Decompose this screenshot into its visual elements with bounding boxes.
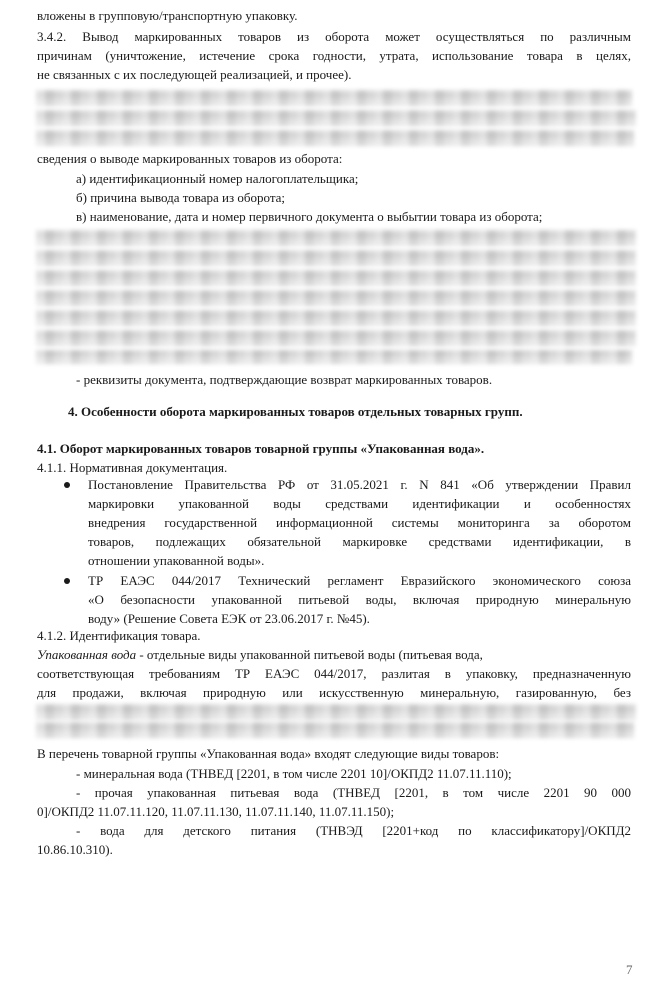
text-line: сведения о выводе маркированных товаров из оборота: <box>37 151 343 166</box>
text-line: вложены в групповую/транспортную упаковку. <box>37 8 298 23</box>
text-line: - прочая упакованная питьевая вода (ТНВЕД [2201, в том числе 2201 90 000 <box>76 785 631 800</box>
redacted-block <box>36 704 636 720</box>
text-line: для продажи, включая природную или искусственную минеральную, газированную, без <box>37 685 631 700</box>
defined-term: Упакованная вода <box>37 647 137 662</box>
text-line: внедрения государственной информационной системы мониторинга за оборотом <box>88 515 631 530</box>
text-line: товаров, подлежащих обязательной маркировке средствами идентификации, в <box>88 534 631 549</box>
redacted-block <box>36 330 636 346</box>
text-line: - минеральная вода (ТНВЕД [2201, в том числе 2201 10]/ОКПД2 11.07.11.110); <box>76 766 512 781</box>
text-line: 10.86.10.310). <box>37 842 113 857</box>
text-line: воду» (Решение Совета ЕЭК от 23.06.2017 г. №45). <box>88 611 370 626</box>
redacted-block <box>36 270 636 286</box>
text-line: 3.4.2. Вывод маркированных товаров из оборота может осуществляться по различным <box>37 29 631 44</box>
redacted-block <box>36 350 632 364</box>
text-line: ТР ЕАЭС 044/2017 Технический регламент Евразийского экономического союза <box>88 573 631 588</box>
section-heading: 4. Особенности оборота маркированных товаров отдельных товарных групп. <box>68 404 523 419</box>
text-line: а) идентификационный номер налогоплательщика; <box>76 171 359 186</box>
redacted-block <box>36 250 636 266</box>
redacted-block <box>36 110 636 126</box>
text-line: в) наименование, дата и номер первичного документа о выбытии товара из оборота; <box>76 209 543 224</box>
text-line: - реквизиты документа, подтверждающие возврат маркированных товаров. <box>76 372 493 387</box>
text-line: маркировки упакованной воды средствами идентификации и особенностях <box>88 496 631 511</box>
redacted-block <box>36 130 634 146</box>
text-line: не связанных с их последующей реализацией, и прочее). <box>37 67 352 82</box>
text-line: В перечень товарной группы «Упакованная вода» входят следующие виды товаров: <box>37 746 500 761</box>
text-line: 4.1.1. Нормативная документация. <box>37 460 228 475</box>
text-span: - отдельные виды упакованной питьевой воды (питьевая вода, <box>136 647 483 662</box>
bullet-icon <box>64 578 70 584</box>
page-number: 7 <box>626 962 633 977</box>
subsection-heading: 4.1. Оборот маркированных товаров товарной группы «Упакованная вода». <box>37 441 485 456</box>
text-line: причинам (уничтожение, истечение срока годности, утрата, использование товара в целях, <box>37 48 631 63</box>
redacted-block <box>36 290 636 306</box>
text-line: - вода для детского питания (ТНВЭД [2201+код по классификатору]/ОКПД2 <box>76 823 631 838</box>
redacted-block <box>36 230 636 246</box>
redacted-block <box>36 90 632 106</box>
bullet-icon <box>64 482 70 488</box>
redacted-block <box>36 310 636 326</box>
text-line: б) причина вывода товара из оборота; <box>76 190 286 205</box>
text-line: 0]/ОКПД2 11.07.11.120, 11.07.11.130, 11.07.11.140, 11.07.11.150); <box>37 804 395 819</box>
text-line: соответствующая требованиям ТР ЕАЭС 044/2017, разлитая в упаковку, предназначенную <box>37 666 631 681</box>
text-line <box>37 647 631 663</box>
text-line: отношении упакованной воды». <box>88 553 265 568</box>
text-line: «О безопасности упакованной питьевой воды, включая природную минеральную <box>88 592 631 607</box>
text-line: Постановление Правительства РФ от 31.05.2021 г. N 841 «Об утверждении Правил <box>88 477 631 492</box>
redacted-block <box>36 722 634 738</box>
text-line: 4.1.2. Идентификация товара. <box>37 628 201 643</box>
